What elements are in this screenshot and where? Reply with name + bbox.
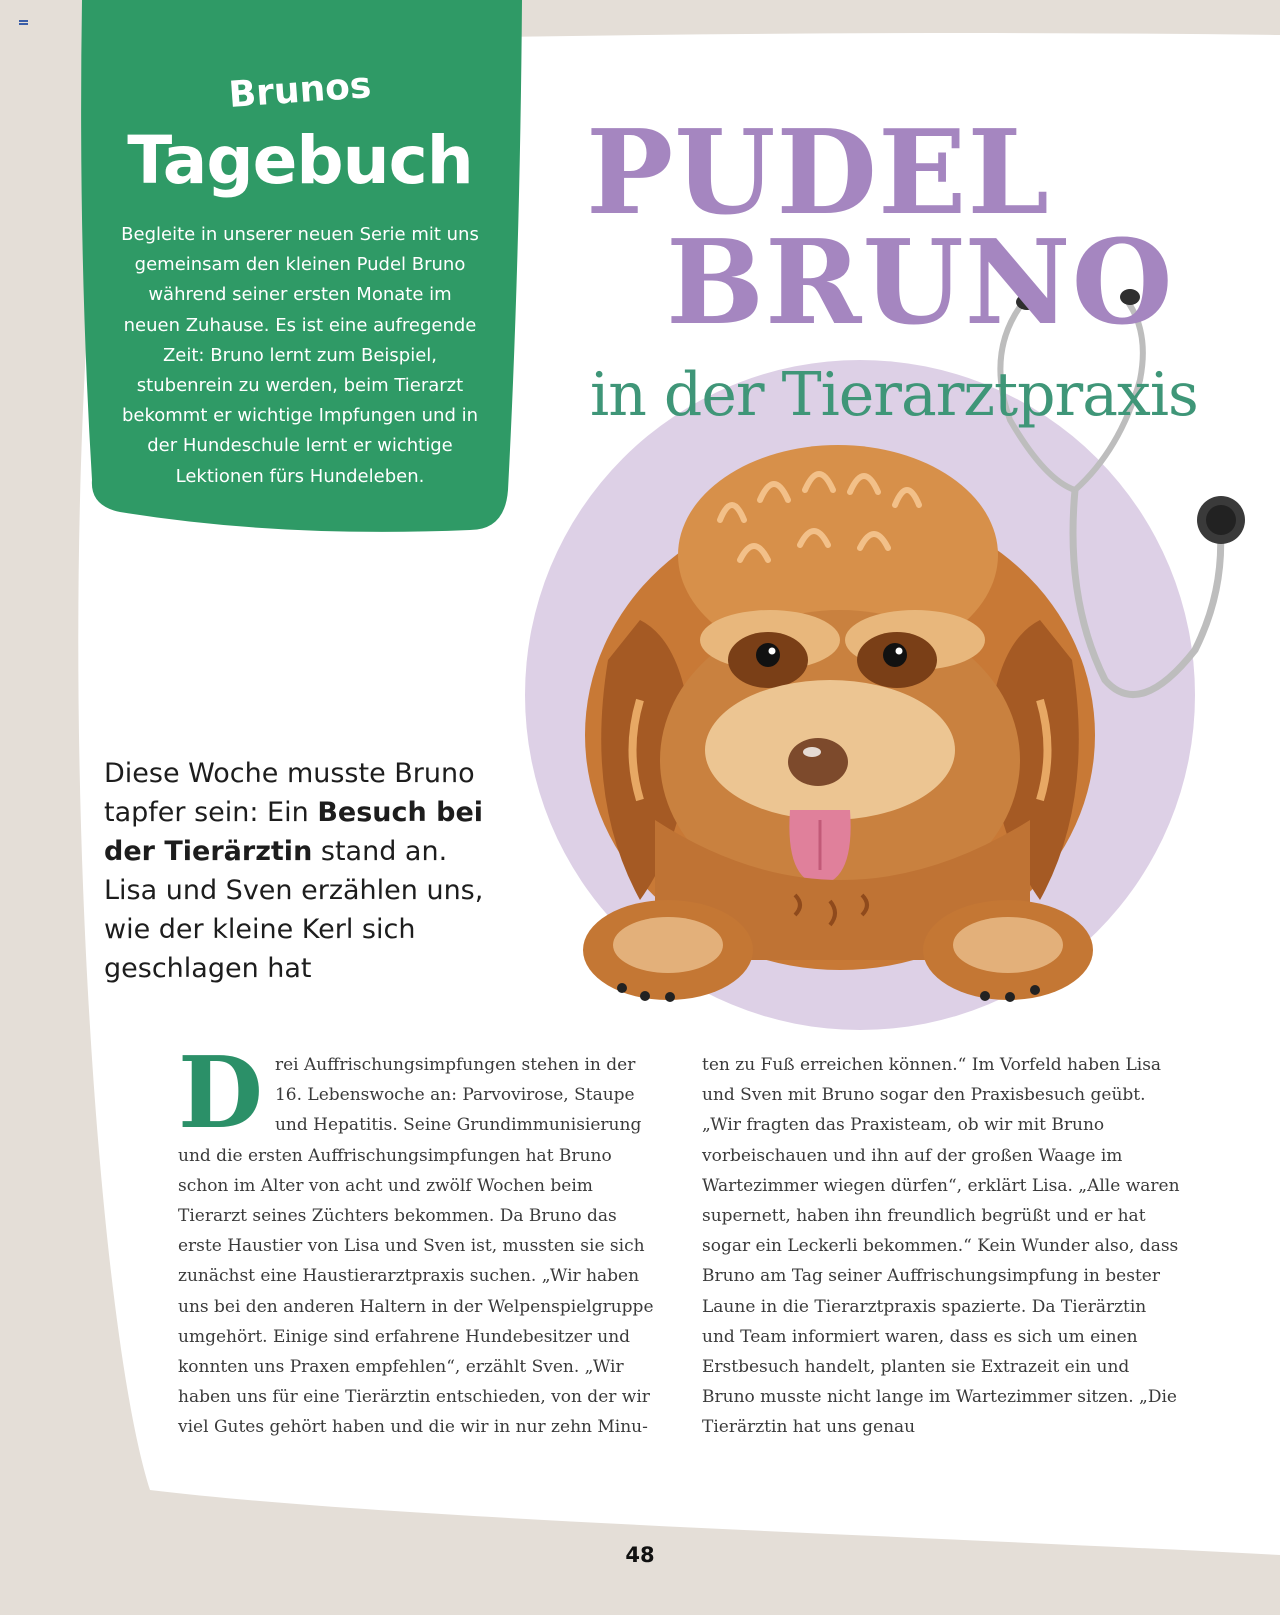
page-number: 48: [625, 1543, 655, 1567]
drop-cap: D: [178, 1036, 263, 1151]
series-title-small: Brunos: [227, 65, 373, 116]
lead-part-1: Diese Woche musste Bruno tapfer sein: Ein: [104, 758, 475, 828]
lead-paragraph: [104, 754, 504, 988]
headline-line-1: PUDEL: [586, 105, 1050, 241]
article-column-2: ten zu Fuß erreichen können.“ Im Vorfeld haben Lisa und Sven mit Bruno sogar den Praxisbesuch geübt. „Wir fragten das Praxisteam, ob wir mit Bruno vorbeischauen und ihn auf der großen Waage im Wartezimmer wiegen dürfen“, erklärt Lisa. „Alle waren supernett, haben ihn freundlich begrüßt und er hat sogar ein Leckerli bekommen.“ Kein Wunder also, dass Bruno am Tag seiner Auffrischungsimpfung in bester Laune in die Tierarztpraxis spazierte. Da Tierärztin und Team informiert waren, dass es sich um einen Erstbesuch handelt, planten sie Extrazeit ein und Bruno musste nicht lange im Wartezimmer sitzen. „Die Tierärztin hat uns genau: [702, 1055, 1180, 1438]
headline-line-2: BRUNO: [666, 215, 1174, 351]
lead-part-2: stand an. Lisa und Sven erzählen uns, wie der kleine Kerl sich geschlagen hat: [104, 836, 484, 984]
article-column-1: [178, 1036, 658, 1443]
intro-text: Begleite in unserer neuen Serie mit uns gemeinsam den kleinen Pudel Bruno während seiner ersten Monate im neuen Zuhause. Es ist eine aufregende Zeit: Bruno lernt zum Beispiel, stubenrein zu werden, beim Tierarzt bekommt er wichtige Impfungen und in der Hundeschule lernt er wichtige Lektionen fürs Hundeleben.: [121, 224, 479, 487]
article-column-1-text: rei Auffrischungsimpfungen stehen in der 16. Lebenswoche an: Parvovirose, Staupe und Hepatitis. Seine Grundimmunisierung und die ersten Auffrischungsimpfungen hat Bruno schon im Alter von acht und zwölf Wochen beim Tierarzt seines Züchters bekommen. Da Bruno das erste Haustier von Lisa und Sven ist, mussten sie sich zunächst eine Haustierarztpraxis suchen. „Wir haben uns bei den anderen Haltern in der Welpenspielgruppe umgehört. Einige sind erfahrene Hundebesitzer und konnten uns Praxen empfehlen“, erzählt Sven. „Wir haben uns für eine Tierärztin entschieden, von der wir viel Gutes gehört haben und die wir in nur zehn Minu-: [178, 1055, 654, 1438]
lead-bold: Besuch bei der Tierärztin: [104, 797, 484, 867]
menu-icon[interactable]: [19, 20, 28, 27]
headline-subline: in der Tierarztpraxis: [590, 360, 1198, 430]
headline: [586, 105, 1236, 351]
series-title: Tagebuch: [127, 122, 473, 199]
